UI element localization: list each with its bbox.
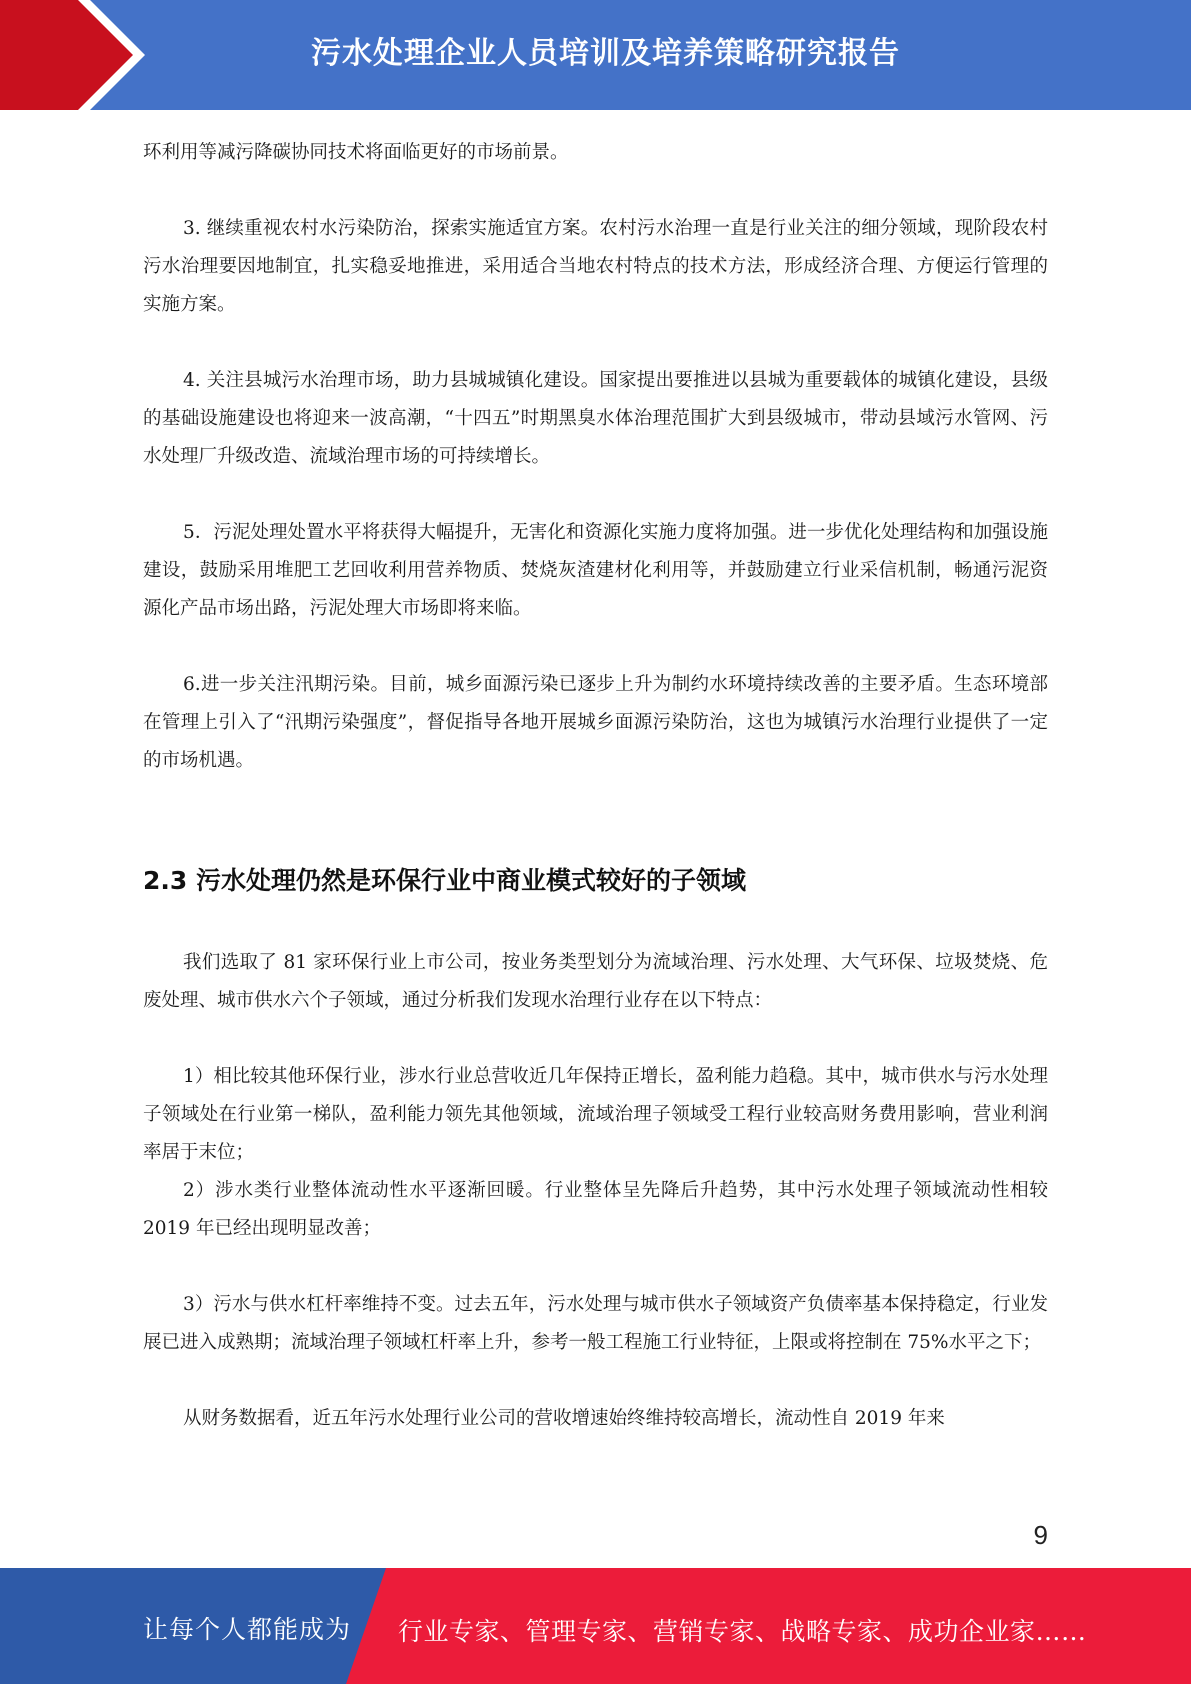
body-paragraph: 我们选取了 81 家环保行业上市公司，按业务类型划分为流域治理、污水处理、大气环保、垃圾焚烧、危废处理、城市供水六个子领域，通过分析我们发现水治理行业存在以下特点： [143, 952, 1048, 1011]
page-number: 9 [1033, 1520, 1048, 1550]
body-paragraph: 3. 继续重视农村水污染防治，探索实施适宜方案。农村污水治理一直是行业关注的细分领域，现阶段农村污水治理要因地制宜，扎实稳妥地推进，采用适合当地农村特点的技术方法，形成经济合理、方便运行管理的实施方案。 [143, 218, 1048, 315]
footer-slogan-left: 让每个人都能成为 [143, 1615, 352, 1644]
header-arrow-decoration [0, 0, 160, 110]
report-title: 污水处理企业人员培训及培养策略研究报告 [311, 36, 900, 71]
body-paragraph: 5．污泥处理处置水平将获得大幅提升，无害化和资源化实施力度将加强。进一步优化处理结构和加强设施建设，鼓励采用堆肥工艺回收利用营养物质、焚烧灰渣建材化利用等，并鼓励建立行业采信机制，畅通污泥资源化产品市场出路，污泥处理大市场即将来临。 [143, 522, 1048, 619]
body-paragraph: 环利用等减污降碳协同技术将面临更好的市场前景。 [143, 142, 569, 163]
page-footer [0, 1568, 1191, 1684]
body-paragraph: 4. 关注县城污水治理市场，助力县城城镇化建设。国家提出要推进以县城为重要载体的城镇化建设，县级的基础设施建设也将迎来一波高潮，“十四五”时期黑臭水体治理范围扩大到县级城市，带动县域污水管网、污水处理厂升级改造、流域治理市场的可持续增长。 [143, 370, 1048, 467]
page-content [143, 134, 1048, 1438]
list-item: 2）涉水类行业整体流动性水平逐渐回暖。行业整体呈先降后升趋势，其中污水处理子领域流动性相较 2019 年已经出现明显改善； [143, 1180, 1048, 1239]
body-paragraph: 6.进一步关注汛期污染。目前，城乡面源污染已逐步上升为制约水环境持续改善的主要矛盾。生态环境部在管理上引入了“汛期污染强度”，督促指导各地开展城乡面源污染防治，这也为城镇污水治理行业提供了一定的市场机遇。 [143, 674, 1048, 771]
footer-slogan-right: 行业专家、管理专家、营销专家、战略专家、成功企业家…… [398, 1617, 1087, 1646]
section-heading: 2.3 污水处理仍然是环保行业中商业模式较好的子领域 [143, 866, 746, 895]
list-item: 1）相比较其他环保行业，涉水行业总营收近几年保持正增长，盈利能力趋稳。其中，城市供水与污水处理子领域处在行业第一梯队，盈利能力领先其他领域，流域治理子领域受工程行业较高财务费用影响，营业利润率居于末位； [143, 1066, 1048, 1163]
body-paragraph: 从财务数据看，近五年污水处理行业公司的营收增速始终维持较高增长，流动性自 2019 年来 [183, 1408, 945, 1429]
list-item: 3）污水与供水杠杆率维持不变。过去五年，污水处理与城市供水子领域资产负债率基本保持稳定，行业发展已进入成熟期；流域治理子领域杠杆率上升，参考一般工程施工行业特征，上限或将控制在 75%水平之下； [143, 1294, 1048, 1353]
page-header [0, 0, 1191, 110]
